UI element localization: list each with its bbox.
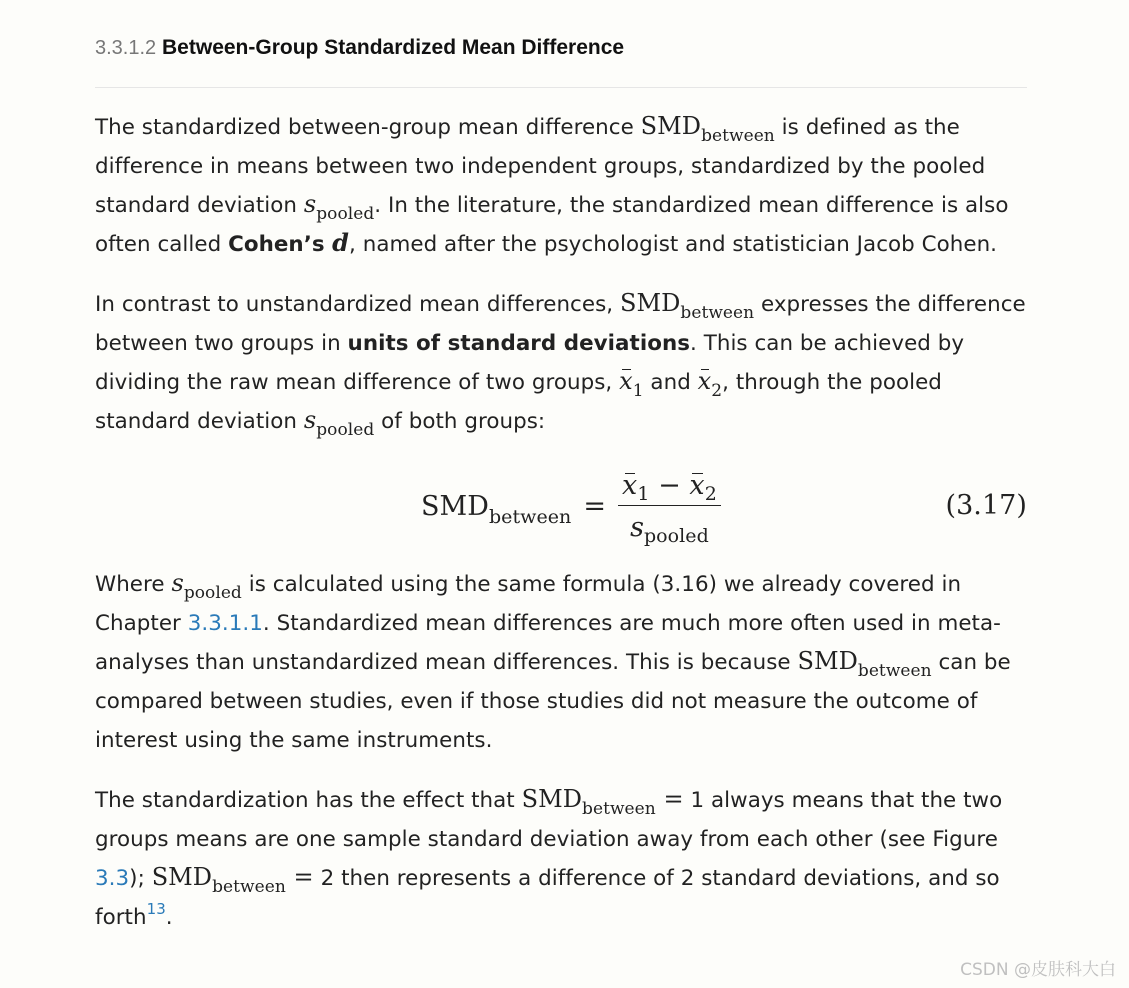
- smd-between-symbol: $SMD_{between}$: [619, 289, 755, 323]
- footnote-13-link[interactable]: 13: [146, 899, 166, 918]
- section-heading: [95, 33, 624, 63]
- s-pooled-symbol: $s_{pooled}$: [171, 569, 242, 603]
- smd-between-symbol: $SMD_{between}$ =: [151, 863, 314, 897]
- fraction-denominator: $s_{pooled}$: [630, 512, 709, 547]
- s-pooled-symbol: $s_{pooled}$: [303, 190, 375, 224]
- cohens-d-term: Cohen’s d: [228, 228, 350, 257]
- xbar1-symbol: $x_1$: [619, 367, 644, 401]
- smd-between-symbol: $SMD_{between}$: [797, 647, 932, 681]
- article-body: [95, 108, 1027, 958]
- fraction-numerator: $x_1 - x_2$: [622, 470, 717, 505]
- xbar2-symbol: $x_2$: [697, 367, 723, 401]
- heading-divider: [95, 87, 1027, 88]
- smd-between-symbol: $SMD_{between}$: [640, 112, 775, 146]
- equation-3-17: [95, 456, 1027, 557]
- equals-sign: =: [583, 491, 607, 522]
- paragraph-standardization: The standardization has the effect that $SMD_{between} = 1$ always means that the two groups means are one sample standard deviation away from each other (see Figure 3.3); $SMD_{between} = 2$ then represents a difference of 2 standard deviations, and so forth$^{13}$.: [95, 785, 1003, 930]
- paragraph-definition: The standardized between-group mean difference $SMD_{between}$ is defined as the difference in means between two independent groups, standardized by the pooled standard deviation $s_{pooled}$. In the literature, the standardized mean difference is also often called Cohen’s d, named after the psychologist and statistician Jacob Cohen.: [95, 112, 1009, 257]
- paragraph-contrast: In contrast to unstandardized mean differences, $SMD_{between}$ expresses the difference between two groups in units of standard deviations. This can be achieved by dividing the raw mean difference of two groups, $x_1$ and $x_2$, through the pooled standard deviation $s_{pooled}$ of both groups:: [95, 289, 1026, 440]
- section-title: Between-Group Standardized Mean Difference: [162, 36, 625, 59]
- figure-3-3-link[interactable]: 3.3: [95, 866, 130, 891]
- chapter-3-3-1-1-link[interactable]: 3.3.1.1: [187, 611, 263, 636]
- equation-fraction: [618, 470, 721, 547]
- s-pooled-symbol: $s_{pooled}$: [303, 406, 375, 440]
- equation-number: (3.17): [945, 489, 1027, 521]
- equation-body: [421, 456, 721, 557]
- smd-between-symbol: $SMD_{between}$ =: [521, 785, 684, 819]
- equation-lhs: $SMD_{between}$: [421, 491, 572, 528]
- units-of-sd-term: units of standard deviations: [347, 331, 691, 356]
- paragraph-where: Where $s_{pooled}$ is calculated using the same formula (3.16) we already covered in Chapter 3.3.1.1. Standardized mean differences are much more often used in meta-analyses than unstandardized mean differences. This is because $SMD_{between}$ can be compared between studies, even if those studies did not measure the outcome of interest using the same instruments.: [95, 569, 1011, 753]
- csdn-watermark: CSDN @皮肤科大白: [960, 960, 1116, 980]
- section-number: 3.3.1.2: [95, 37, 157, 59]
